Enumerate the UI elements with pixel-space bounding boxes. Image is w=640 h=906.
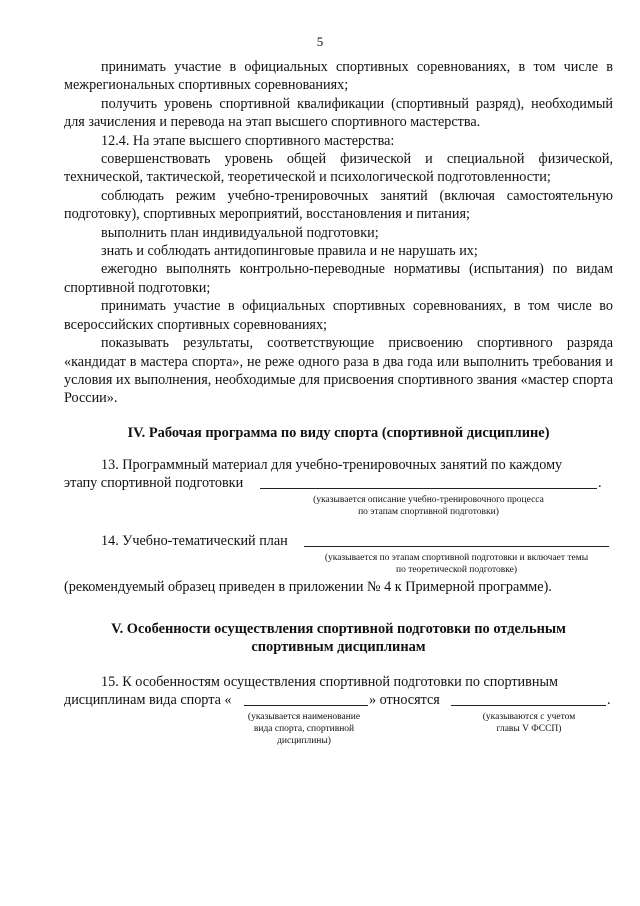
- p13-end: .: [598, 474, 602, 491]
- note-15b-line2: главы V ФССП): [496, 724, 562, 735]
- blank-line: [244, 692, 368, 706]
- note-14-line1: (указывается по этапам спортивной подготовки и включает темы: [324, 552, 589, 563]
- note-13-line2: по этапам спортивной подготовки): [358, 506, 499, 517]
- section-5-heading-line1: V. Особенности осуществления спортивной подготовки по отдельным: [111, 621, 566, 638]
- p15-line1: 15. К особенностям осуществления спортивной подготовки по спортивным: [101, 674, 558, 691]
- list-item: получить уровень спортивной квалификации (спортивный разряд), необходимый для зачисления и перевода на этап высшего спортивного мастерства.: [64, 95, 613, 131]
- note-15b-line1: (указываются с учетом: [482, 712, 576, 723]
- note-15a-line3: дисциплины): [277, 736, 331, 747]
- document-body: [64, 58, 613, 755]
- blank-line: [304, 533, 609, 547]
- stage-heading: 12.4. На этапе высшего спортивного мастерства:: [101, 132, 395, 149]
- p15-start: дисциплинам вида спорта «: [64, 692, 232, 709]
- p13-line2: этапу спортивной подготовки: [64, 474, 244, 491]
- p14-line: 14. Учебно-тематический план: [101, 532, 288, 549]
- p13-line1: 13. Программный материал для учебно-тренировочных занятий по каждому: [101, 456, 563, 473]
- note-14-line2: по теоретической подготовке): [395, 564, 518, 575]
- p15-end: .: [607, 692, 611, 709]
- page-number: 5: [316, 34, 324, 49]
- note-15a-line2: вида спорта, спортивной: [253, 724, 355, 735]
- note-15a-line1: (указывается наименование: [247, 712, 361, 723]
- paragraph-14: [64, 532, 613, 590]
- paragraph-15: [64, 673, 613, 755]
- blank-line: [260, 475, 597, 489]
- list-item: принимать участие в официальных спортивных соревнованиях, в том числе в межрегиональных спортивных соревнованиях;: [64, 59, 613, 94]
- section-4-heading: IV. Рабочая программа по виду спорта (спортивной дисциплине): [127, 424, 550, 441]
- list-item: показывать результаты, соответствующие присвоению спортивного разряда «кандидат в мастера спорта», не реже одного раза в два года или выполнить требования и условия их выполнения, необходимые для присвоения спортивного звания «мастер спорта России».: [64, 335, 613, 407]
- p15-mid: » относятся: [369, 692, 440, 709]
- blank-line: [451, 692, 606, 706]
- list-item: знать и соблюдать антидопинговые правила и не нарушать их;: [101, 243, 478, 260]
- list-item: выполнить план индивидуальной подготовки;: [101, 224, 379, 241]
- paragraph-13: [64, 456, 613, 532]
- list-item: совершенствовать уровень общей физической и специальной физической, технической, тактической, теоретической и психологической подготовленности;: [64, 151, 613, 186]
- p14-recommendation: (рекомендуемый образец приведен в приложении № 4 к Примерной программе).: [64, 578, 552, 595]
- list-item: ежегодно выполнять контрольно-переводные нормативы (испытания) по видам спортивной подготовки;: [64, 261, 613, 296]
- list-item: принимать участие в официальных спортивных соревнованиях, в том числе во всероссийских спортивных соревнованиях;: [64, 298, 613, 333]
- section-5-heading-line2: спортивным дисциплинам: [251, 639, 426, 656]
- note-13-line1: (указывается описание учебно-тренировочного процесса: [313, 494, 544, 505]
- list-item: соблюдать режим учебно-тренировочных занятий (включая самостоятельную подготовку), спортивных мероприятий, восстановления и питания;: [64, 187, 613, 223]
